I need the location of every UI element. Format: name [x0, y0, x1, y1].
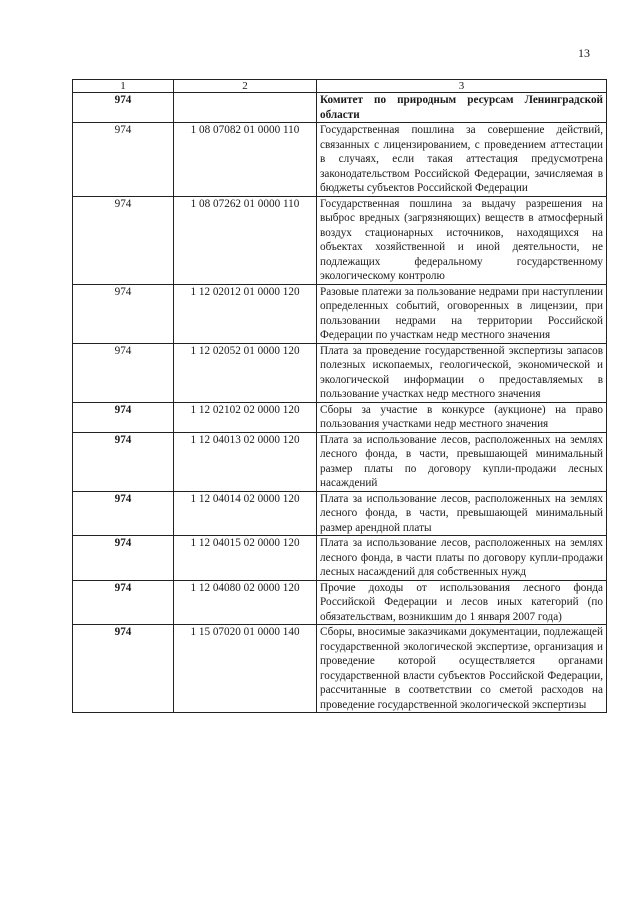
revenue-code-cell: 1 12 04014 02 0000 120: [174, 491, 317, 536]
revenue-code-cell: 1 08 07262 01 0000 110: [174, 196, 317, 284]
revenue-code-cell: 1 15 07020 01 0000 140: [174, 625, 317, 713]
revenue-description-cell: Плата за использование лесов, расположенных на землях лесного фонда, в части, превышающей минимальный размер арендной платы: [317, 491, 607, 536]
column-number-3: 3: [317, 80, 607, 93]
column-number-1: 1: [73, 80, 174, 93]
revenue-code-cell: 1 12 02102 02 0000 120: [174, 402, 317, 432]
table-row: [73, 580, 607, 625]
table-row: [73, 196, 607, 284]
page-number: 13: [578, 46, 590, 60]
column-number-row: [73, 80, 607, 93]
revenue-description-cell: Плата за использование лесов, расположенных на землях лесного фонда, в части, превышающей минимальный размер платы по договору купли-продажи лесных насаждений: [317, 432, 607, 491]
administrator-code-cell: 974: [73, 432, 174, 491]
revenue-code-cell: 1 12 02012 01 0000 120: [174, 284, 317, 343]
table-row: [73, 123, 607, 197]
table-row: [73, 93, 607, 123]
revenue-description-cell: Сборы за участие в конкурсе (аукционе) на право пользования участками недр местного значения: [317, 402, 607, 432]
revenue-codes-table: [72, 79, 607, 713]
administrator-code-cell: 974: [73, 196, 174, 284]
administrator-code-cell: 974: [73, 580, 174, 625]
table-body: [73, 93, 607, 713]
administrator-code-cell: 974: [73, 402, 174, 432]
table-row: [73, 625, 607, 713]
revenue-code-cell: 1 12 04015 02 0000 120: [174, 536, 317, 581]
revenue-description-cell: Прочие доходы от использования лесного фонда Российской Федерации и лесов иных категорий (по обязательствам, возникшим до 1 января 2007 года): [317, 580, 607, 625]
column-number-2: 2: [174, 80, 317, 93]
revenue-code-cell: 1 08 07082 01 0000 110: [174, 123, 317, 197]
table-row: [73, 343, 607, 402]
revenue-code-cell: 1 12 04080 02 0000 120: [174, 580, 317, 625]
table-row: [73, 284, 607, 343]
revenue-code-cell: [174, 93, 317, 123]
administrator-code-cell: 974: [73, 343, 174, 402]
revenue-description-cell: Государственная пошлина за совершение действий, связанных с лицензированием, с проведением аттестации в случаях, если такая аттестация предусмотрена законодательством Российской Федерации, зачисляемая в бюджеты субъектов Российской Федерации: [317, 123, 607, 197]
revenue-description-cell: Плата за проведение государственной экспертизы запасов полезных ископаемых, геологической, экономической и экологической информации о предоставляемых в пользование участках недр местного значения: [317, 343, 607, 402]
administrator-code-cell: 974: [73, 536, 174, 581]
revenue-description-cell: Сборы, вносимые заказчиками документации, подлежащей государственной экологической экспертизе, организация и проведение которой осуществляется органами государственной власти субъектов Российской Федерации, рассчитанные в соответствии со сметой расходов на проведение государственной экологической экспертизы: [317, 625, 607, 713]
table-row: [73, 402, 607, 432]
administrator-code-cell: 974: [73, 284, 174, 343]
revenue-description-cell: Разовые платежи за пользование недрами при наступлении определенных событий, оговоренных в лицензии, при пользовании недрами на территории Российской Федерации по участкам недр местного значения: [317, 284, 607, 343]
table-row: [73, 432, 607, 491]
revenue-code-cell: 1 12 02052 01 0000 120: [174, 343, 317, 402]
table-row: [73, 491, 607, 536]
administrator-code-cell: 974: [73, 625, 174, 713]
administrator-code-cell: 974: [73, 93, 174, 123]
administrator-code-cell: 974: [73, 123, 174, 197]
revenue-description-cell: Государственная пошлина за выдачу разрешения на выброс вредных (загрязняющих) веществ в атмосферный воздух стационарных источников, находящихся на объектах хозяйственной и иной деятельности, не подлежащих федеральному государственному экологическому контролю: [317, 196, 607, 284]
revenue-code-cell: 1 12 04013 02 0000 120: [174, 432, 317, 491]
revenue-description-cell: Комитет по природным ресурсам Ленинградской области: [317, 93, 607, 123]
table-row: [73, 536, 607, 581]
revenue-description-cell: Плата за использование лесов, расположенных на землях лесного фонда, в части платы по договору купли-продажи лесных насаждений для собственных нужд: [317, 536, 607, 581]
administrator-code-cell: 974: [73, 491, 174, 536]
